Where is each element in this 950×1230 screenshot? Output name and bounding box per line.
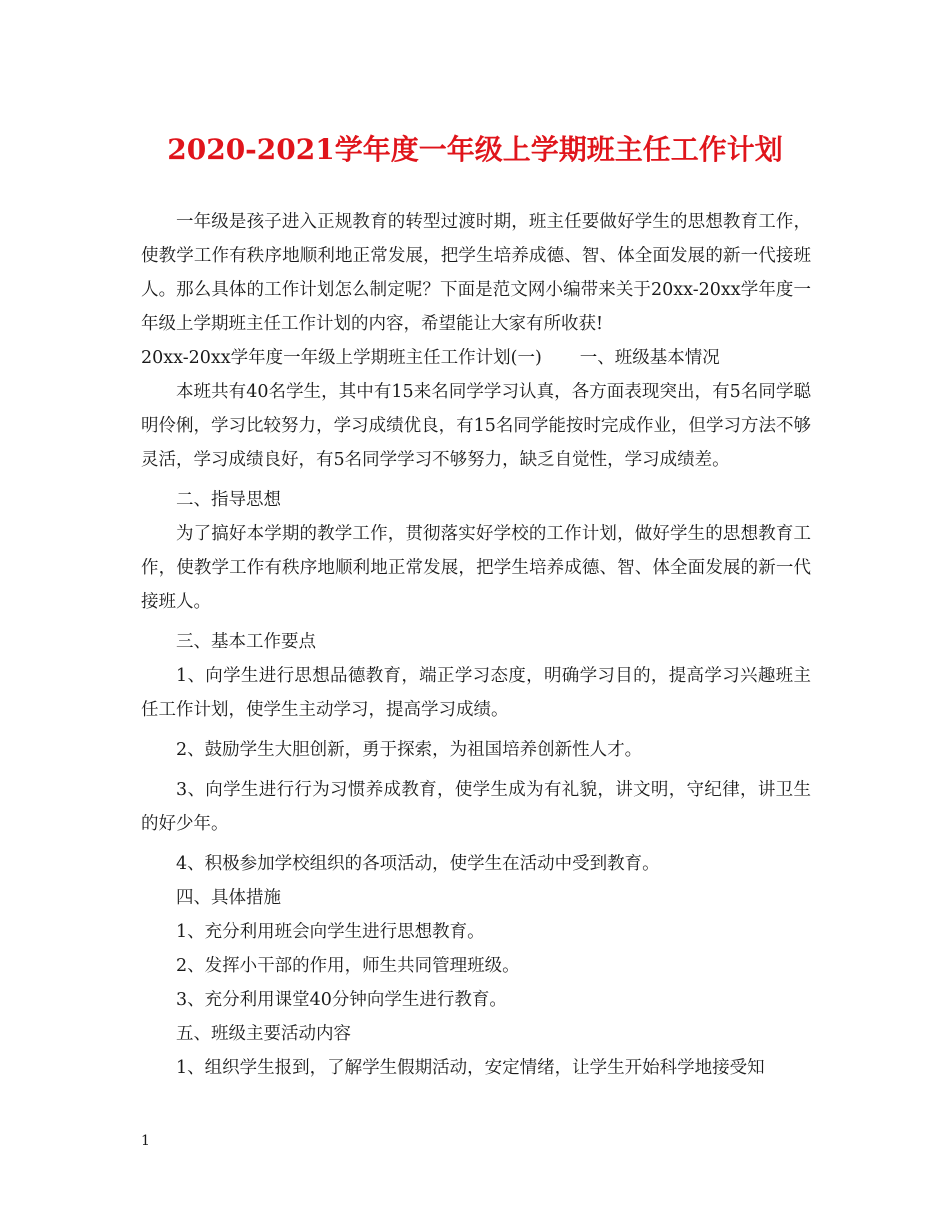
measure-1: 1、充分利用班会向学生进行思想教育。 (176, 922, 485, 942)
document-title: 2020-2021学年度一年级上学期班主任工作计划 (167, 133, 783, 166)
section-heading-2: 二、指导思想 (176, 490, 281, 510)
section-heading-4: 四、具体措施 (176, 888, 281, 908)
section-heading-5: 五、班级主要活动内容 (176, 1024, 351, 1044)
work-point-4: 4、积极参加学校组织的各项活动，使学生在活动中受到教育。 (176, 854, 660, 874)
section-heading-1: 一、班级基本情况 (579, 348, 720, 368)
activity-1: 1、组织学生报到，了解学生假期活动，安定情绪，让学生开始科学地接受知 (176, 1058, 765, 1078)
guiding-idea-paragraph: 为了搞好本学期的教学工作，贯彻落实好学校的工作计划，做好学生的思想教育工作，使教学工作有秩序地顺利地正常发展，把学生培养成德、智、体全面发展的新一代接班人。 (141, 524, 811, 612)
measure-2: 2、发挥小干部的作用，师生共同管理班级。 (176, 956, 520, 976)
measure-3: 3、充分利用课堂40分钟向学生进行教育。 (176, 990, 507, 1010)
subtitle-line (141, 341, 811, 375)
work-point-3: 3、向学生进行行为习惯养成教育，使学生成为有礼貌，讲文明，守纪律，讲卫生的好少年。 (141, 780, 811, 834)
intro-paragraph: 一年级是孩子进入正规教育的转型过渡时期，班主任要做好学生的思想教育工作，使教学工作有秩序地顺利地正常发展，把学生培养成德、智、体全面发展的新一代接班人。那么具体的工作计划怎么制定呢？下面是范文网小编带来关于20xx-20xx学年度一年级上学期班主任工作计划的内容，希望能让大家有所收获! (141, 212, 811, 334)
plan-subtitle: 20xx-20xx学年度一年级上学期班主任工作计划(一) (141, 348, 542, 368)
section-heading-3: 三、基本工作要点 (176, 632, 316, 652)
work-point-2: 2、鼓励学生大胆创新，勇于探索，为祖国培养创新性人才。 (176, 740, 643, 760)
class-situation-paragraph: 本班共有40名学生，其中有15来名同学学习认真，各方面表现突出，有5名同学聪明伶俐，学习比较努力，学习成绩优良，有15名同学能按时完成作业，但学习方法不够灵活，学习成绩良好，有5名同学学习不够努力，缺乏自觉性，学习成绩差。 (141, 382, 811, 470)
page-number: 1 (141, 1133, 150, 1149)
document-body (141, 205, 811, 1085)
work-point-1: 1、向学生进行思想品德教育，端正学习态度，明确学习目的，提高学习兴趣班主任工作计划，使学生主动学习，提高学习成绩。 (141, 666, 811, 720)
